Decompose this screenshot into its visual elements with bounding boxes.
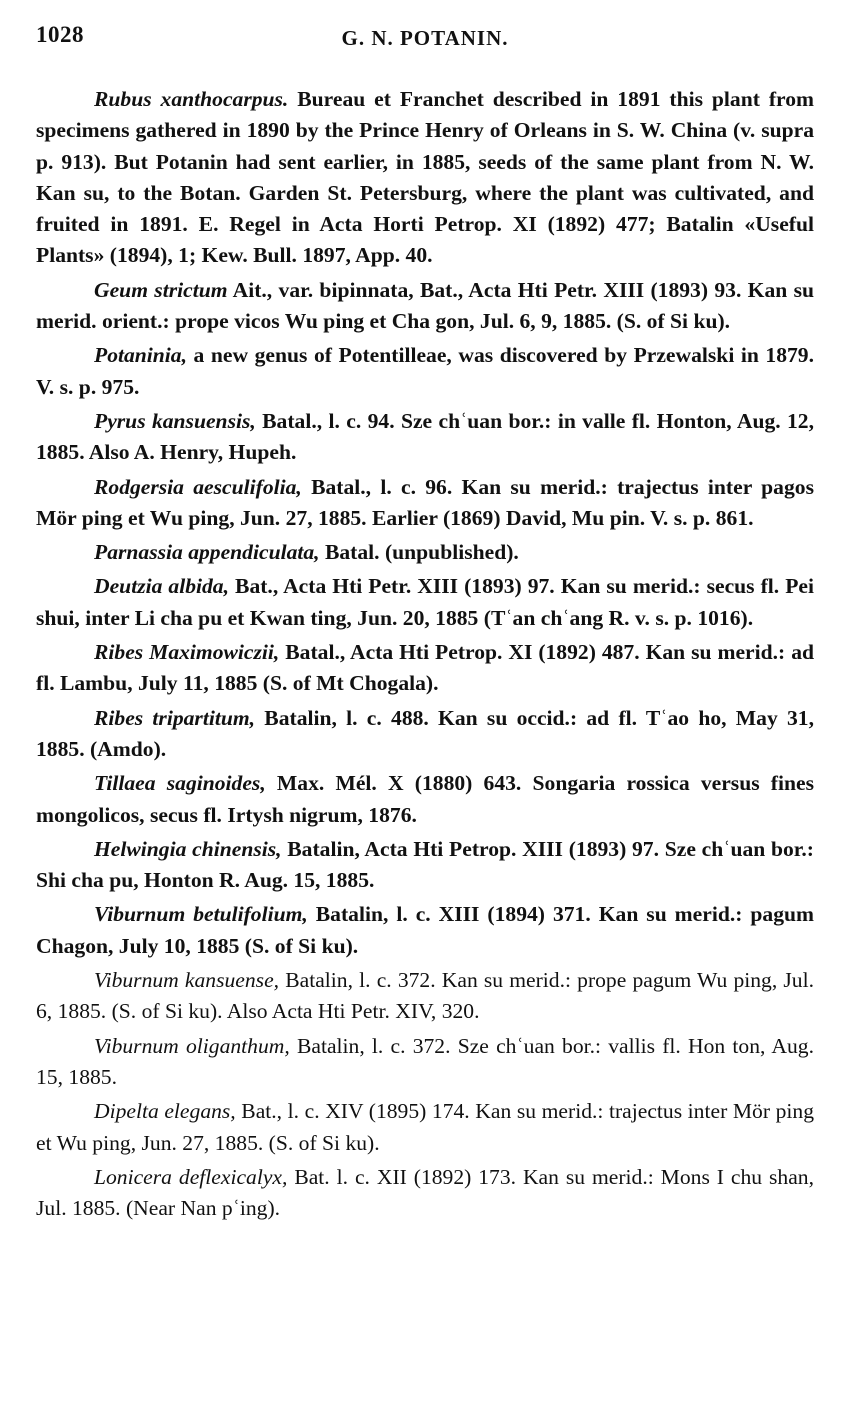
species-name: Geum strictum	[94, 277, 228, 302]
species-entry	[36, 1096, 814, 1159]
species-name: Ribes Maximowiczii,	[94, 640, 280, 665]
species-entry	[36, 1162, 814, 1225]
species-entry	[36, 1031, 814, 1094]
entry-text: Bat., Acta Hti Petr. XIII (1893) 97. Kan su merid.: secus fl. Pei shui, inter Li cha pu et Kwan ting, Jun. 20, 1885 (Tʿan chʿang R. v. s. p. 1016).	[36, 574, 815, 630]
entry-text: Ait., var. bipinnata, Bat., Acta Hti Petr. XIII (1893) 93. Kan su merid. orient.: prope vicos Wu ping et Cha gon, Jul. 6, 9, 1885. (S. of Si ku).	[36, 277, 814, 334]
entry-text: Max. Mél. X (1880) 643. Songaria rossica versus fines mongolicos, secus fl. Irtysh nigrum, 1876.	[36, 771, 814, 827]
page-header	[36, 22, 814, 62]
entry-text: Batal. (unpublished).	[319, 540, 519, 565]
species-entry	[36, 275, 814, 338]
entry-text: Batalin, l. c. 488. Kan su occid.: ad fl. Tʿao ho, May 31, 1885. (Amdo).	[36, 705, 815, 761]
species-entry	[36, 965, 814, 1028]
entry-text: Batal., Acta Hti Petrop. XI (1892) 487. Kan su merid.: ad fl. Lambu, July 11, 1885 (S. of Mt Chogala).	[36, 640, 814, 696]
entry-text: Batal., l. c. 94. Sze chʿuan bor.: in valle fl. Honton, Aug. 12, 1885. Also A. Henry, Hupeh.	[36, 408, 815, 465]
species-name: Viburnum betulifolium,	[94, 902, 308, 927]
species-entry	[36, 84, 814, 272]
species-entry	[36, 834, 814, 897]
species-name: Viburnum kansuense,	[94, 968, 280, 993]
entry-text: Batalin, Acta Hti Petrop. XIII (1893) 97. Sze chʿuan bor.: Shi cha pu, Honton R. Aug. 15, 1885.	[36, 836, 815, 893]
species-entry	[36, 406, 814, 469]
entry-text: Batalin, l. c. 372. Kan su merid.: prope pagum Wu ping, Jul. 6, 1885. (S. of Si ku). Also Acta Hti Petr. XIV, 320.	[36, 968, 814, 1024]
species-name: Pyrus kansuensis,	[94, 408, 256, 433]
species-name: Ribes tripartitum,	[94, 705, 256, 730]
entry-text: Batalin, l. c. XIII (1894) 371. Kan su merid.: pagum Chagon, July 10, 1885 (S. of Si ku).	[36, 902, 814, 958]
species-name: Rubus xanthocarpus.	[94, 87, 289, 111]
species-name: Potaninia,	[94, 343, 187, 368]
running-head: G. N. POTANIN.	[341, 26, 509, 50]
entry-text: Batalin, l. c. 372. Sze chʿuan bor.: vallis fl. Hon ton, Aug. 15, 1885.	[36, 1033, 814, 1089]
entry-text: Bat., l. c. XIV (1895) 174. Kan su merid.: trajectus inter Mör ping et Wu ping, Jun. 27, 1885. (S. of Si ku).	[36, 1099, 814, 1155]
entry-text: Bat. l. c. XII (1892) 173. Kan su merid.: Mons I chu shan, Jul. 1885. (Near Nan pʿing).	[36, 1164, 814, 1221]
species-name: Dipelta elegans,	[94, 1099, 236, 1124]
species-entry	[36, 637, 814, 700]
species-name: Parnassia appendiculata,	[94, 540, 320, 565]
species-entry	[36, 537, 814, 568]
entry-text: a new genus of Potentilleae, was discovered by Przewalski in 1879. V. s. p. 975.	[36, 343, 814, 399]
species-name: Deutzia albida,	[94, 574, 230, 599]
species-entry	[36, 472, 814, 535]
species-name: Tillaea saginoides,	[94, 771, 266, 796]
species-entry	[36, 768, 814, 831]
species-entry	[36, 571, 814, 634]
species-entry	[36, 703, 814, 766]
species-entry	[36, 899, 814, 962]
species-name: Helwingia chinensis,	[94, 836, 282, 861]
species-entry	[36, 340, 814, 403]
species-name: Lonicera deflexicalyx,	[94, 1164, 288, 1189]
entry-text: Bureau et Franchet described in 1891 this plant from specimens gathered in 1890 by the Prince Henry of Orleans in S. W. China (v. supra p. 913). But Potanin had sent earlier, in 1885, seeds of the same plant from N. W. Kan su, to the Botan. Garden St. Petersburg, where the plant was cultivated, and fruited in 1891. E. Regel in Acta Horti Petrop. XI (1892) 477; Batalin «Useful Plants» (1894), 1; Kew. Bull. 1897, App. 40.	[36, 87, 814, 268]
species-name: Rodgersia aesculifolia,	[94, 474, 302, 499]
species-name: Viburnum oliganthum,	[94, 1033, 290, 1058]
species-entries	[36, 84, 814, 1227]
page-number: 1028	[36, 22, 84, 47]
entry-text: Batal., l. c. 96. Kan su merid.: trajectus inter pagos Mör ping et Wu ping, Jun. 27, 1885. Earlier (1869) David, Mu pin. V. s. p. 861.	[36, 474, 814, 530]
